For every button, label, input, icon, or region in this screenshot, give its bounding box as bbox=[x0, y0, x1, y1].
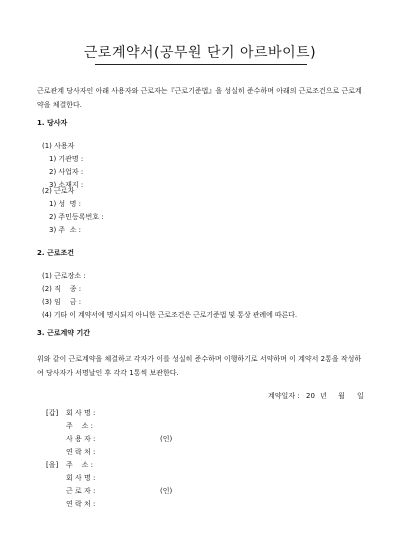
term-paragraph: 위와 같이 근로계약을 체결하고 각자가 이를 성실히 준수하며 이행하기로 서약하며 이 계약서 2통을 작성하여 당사자가 서명날인 후 각각 1통씩 보관한다. bbox=[37, 355, 362, 377]
party-a-label: [갑] bbox=[46, 409, 59, 417]
worker-heading: (2) 근로자 bbox=[42, 187, 75, 195]
section-3-heading: 3. 근로계약 기간 bbox=[37, 329, 90, 337]
condition-workplace: (1) 근로장소 : bbox=[42, 272, 86, 280]
contract-date-label: 계약일자 : bbox=[268, 392, 300, 400]
title-underline bbox=[95, 64, 307, 65]
worker-field-address: 3) 주 소 : bbox=[49, 226, 81, 234]
section-1-heading: 1. 당사자 bbox=[37, 119, 68, 127]
party-b-contact: 연 락 처 : bbox=[66, 500, 96, 508]
party-a-company: 회 사 명 : bbox=[66, 409, 96, 417]
employer-heading: (1) 사용자 bbox=[42, 142, 75, 150]
worker-field-id-number: 2) 주민등록번호 : bbox=[49, 213, 104, 221]
contract-date-year-prefix: 20 bbox=[306, 392, 315, 400]
party-a-address: 주 소 : bbox=[66, 422, 94, 430]
contract-date-day: 일 bbox=[357, 392, 364, 400]
document-title: 근로계약서(공무원 단기 아르바이트) bbox=[83, 45, 317, 61]
party-b-label: [을] bbox=[46, 461, 59, 469]
employer-field-agency: 1) 기관명 : bbox=[49, 155, 84, 163]
condition-wage: (3) 임 금 : bbox=[42, 298, 82, 306]
condition-job-type: (2) 직 종 : bbox=[42, 285, 82, 293]
employer-field-address: 3) 소재지 : bbox=[49, 181, 84, 189]
employer-field-business: 2) 사업자 : bbox=[49, 168, 84, 176]
party-b-address: 주 소 : bbox=[66, 461, 94, 469]
intro-paragraph: 근로관계 당사자인 아래 사용자와 근로자는『근로기준법』을 성실히 준수하며 아래의 근로조건으로 근로계약을 체결한다. bbox=[37, 87, 362, 109]
condition-other: (4) 기타 이 계약서에 명시되지 아니한 근로조건은 근로기준법 및 통상 관례에 따른다. bbox=[42, 311, 297, 319]
party-a-contact: 연 락 처 : bbox=[66, 448, 96, 456]
party-b-worker: 근 로 자 : bbox=[66, 487, 96, 495]
contract-date-year: 년 bbox=[320, 392, 327, 400]
worker-field-name: 1) 성 명 : bbox=[49, 200, 81, 208]
section-2-heading: 2. 근로조건 bbox=[37, 249, 75, 257]
party-a-seal: (인) bbox=[160, 435, 173, 443]
contract-date-month: 월 bbox=[338, 392, 345, 400]
party-b-company: 회 사 명 : bbox=[66, 474, 96, 482]
party-b-seal: (인) bbox=[160, 487, 173, 495]
party-a-employer: 사 용 자 : bbox=[66, 435, 96, 443]
